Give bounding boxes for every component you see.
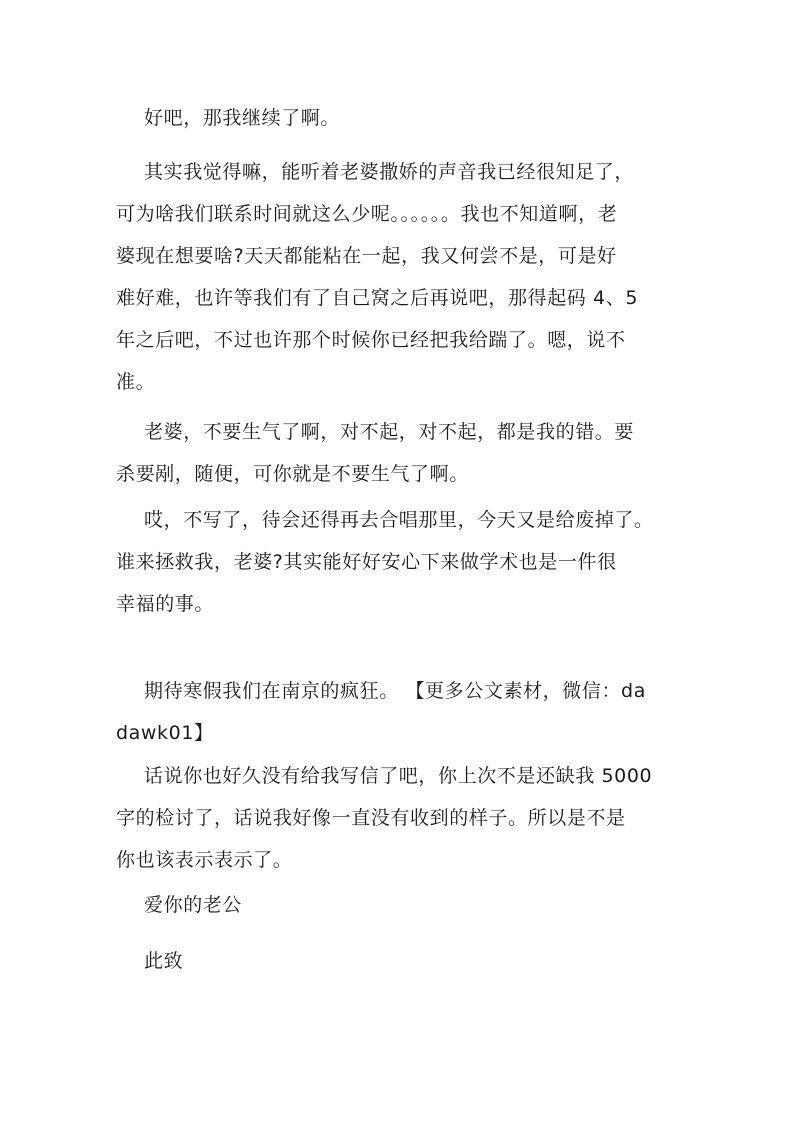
paragraph bbox=[116, 755, 682, 881]
paragraph bbox=[116, 940, 682, 982]
text-line: 老婆，不要生气了啊，对不起，对不起，都是我的错。要 bbox=[144, 421, 635, 443]
text-line: 字的检讨了，话说我好像一直没有收到的样子。所以是不是 bbox=[116, 807, 626, 829]
text-line: dawk01】 bbox=[116, 722, 214, 744]
text-line: 爱你的老公 bbox=[144, 894, 243, 916]
paragraph bbox=[116, 670, 682, 754]
paragraph bbox=[116, 97, 682, 139]
text-line: 你也该表示表示了。 bbox=[116, 849, 293, 871]
text-line: 哎，不写了，待会还得再去合唱那里，今天又是给废掉了。 bbox=[144, 509, 654, 531]
text-line: 幸福的事。 bbox=[116, 593, 215, 615]
text-line: 准。 bbox=[116, 371, 156, 393]
text-line: 婆现在想要啥?天天都能粘在一起，我又何尝不是，可是好 bbox=[116, 245, 617, 267]
paragraph bbox=[116, 411, 682, 495]
text-line: 年之后吧，不过也许那个时候你已经把我给踹了。嗯，说不 bbox=[116, 329, 626, 351]
text-line: 此致 bbox=[144, 950, 184, 972]
text-line: 话说你也好久没有给我写信了吧，你上次不是还缺我 5000 bbox=[144, 765, 653, 787]
text-line: 其实我觉得嘛，能听着老婆撒娇的声音我已经很知足了， bbox=[144, 161, 635, 183]
text-line: 可为啥我们联系时间就这么少呢。。。。。。我也不知道啊，老 bbox=[116, 203, 618, 225]
paragraph bbox=[116, 884, 682, 926]
text-line: 谁来拯救我，老婆?其实能好好安心下来做学术也是一件很 bbox=[116, 551, 617, 573]
text-line: 期待寒假我们在南京的疯狂。 【更多公文素材，微信：da bbox=[144, 680, 646, 702]
paragraph bbox=[116, 499, 682, 625]
text-line: 好吧，那我继续了啊。 bbox=[144, 107, 341, 129]
text-line: 杀要剐，随便，可你就是不要生气了啊。 bbox=[116, 463, 469, 485]
text-line: 难好难，也许等我们有了自己窝之后再说吧，那得起码 4、5 bbox=[116, 287, 639, 309]
paragraph bbox=[116, 151, 682, 403]
